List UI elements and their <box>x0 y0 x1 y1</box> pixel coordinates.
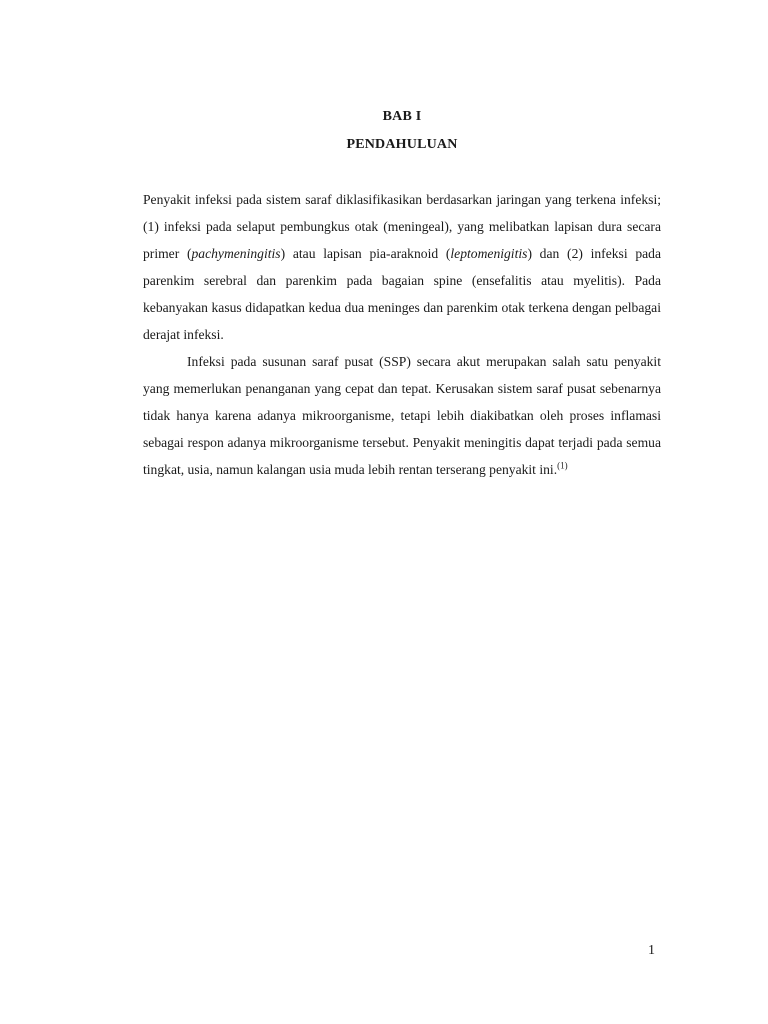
paragraph-1-text-b: ) atau lapisan pia-araknoid ( <box>280 246 451 261</box>
body-text <box>143 186 661 483</box>
paragraph-1-text-c: ) dan (2) infeksi pada parenkim serebral dan parenkim pada bagaian spine (ensefalitis atau myelitis). Pada kebanyakan kasus didapatkan kedua dua meninges dan parenkim otak terkena dengan pelbagai derajat infeksi. <box>143 246 661 342</box>
page-number: 1 <box>648 943 655 958</box>
chapter-number: BAB I <box>382 109 422 124</box>
chapter-title: PENDAHULUAN <box>346 137 458 152</box>
paragraph-1 <box>143 186 661 348</box>
term-pachymeningitis: pachymeningitis <box>191 246 281 261</box>
paragraph-2 <box>143 348 661 483</box>
paragraph-2-text: Infeksi pada susunan saraf pusat (SSP) secara akut merupakan salah satu penyakit yang memerlukan penanganan yang cepat dan tepat. Kerusakan sistem saraf pusat sebenarnya tidak hanya karena adanya mikroorganisme, tetapi lebih diakibatkan oleh proses inflamasi sebagai respon adanya mikroorganisme tersebut. Penyakit meningitis dapat terjadi pada semua tingkat, usia, namun kalangan usia muda lebih rentan terserang penyakit ini. <box>143 354 661 477</box>
term-leptomenigitis: leptomenigitis <box>450 246 528 261</box>
citation-marker: (1) <box>557 460 568 471</box>
paragraph-1-text-a: Penyakit infeksi pada sistem saraf diklasifikasikan berdasarkan jaringan yang terkena infeksi; (1) infeksi pada selaput pembungkus otak (meningeal), yang melibatkan lapisan dura secara primer ( <box>143 192 661 261</box>
